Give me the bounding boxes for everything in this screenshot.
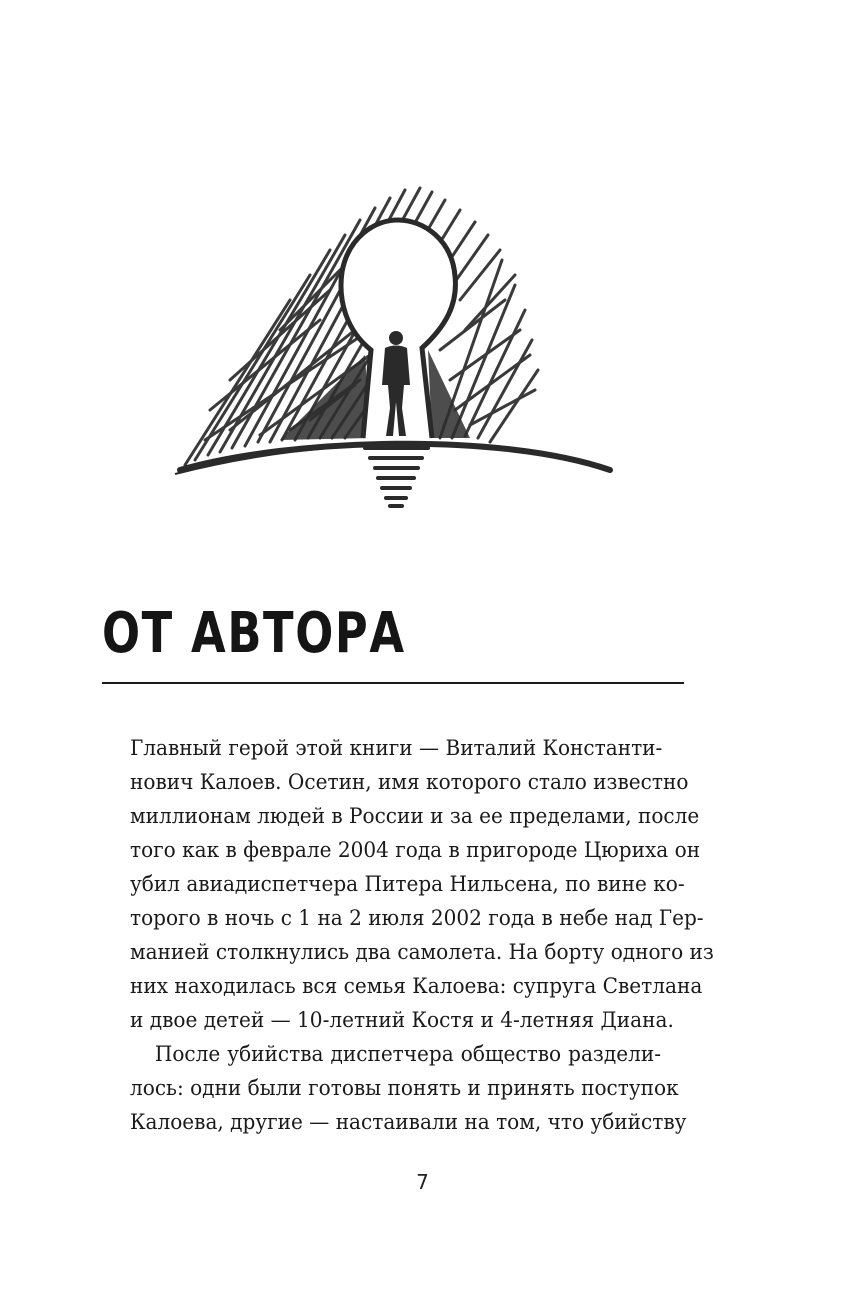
title-divider xyxy=(102,682,684,684)
text-line: После убийства диспетчера общество раздели- xyxy=(154,1042,661,1066)
text-line: того как в феврале 2004 года в пригороде Цюриха он xyxy=(130,838,701,862)
text-line: миллионам людей в России и за ее пределами, после xyxy=(130,804,700,828)
text-line: манией столкнулись два самолета. На борту одного из xyxy=(130,940,714,964)
text-line: Калоева, другие — настаивали на том, что убийству xyxy=(130,1110,687,1134)
text-line: нович Калоев. Осетин, имя которого стало известно xyxy=(130,770,689,794)
keyhole-man-illustration xyxy=(170,180,620,520)
text-line: торого в ночь с 1 на 2 июля 2002 года в небе над Гер- xyxy=(130,906,704,930)
text-line: убил авиадиспетчера Питера Нильсена, по вине ко- xyxy=(130,872,685,896)
reflection-lines xyxy=(365,448,428,506)
text-line: лось: одни были готовы понять и принять поступок xyxy=(130,1076,679,1100)
text-line: Главный герой этой книги — Виталий Константи- xyxy=(130,736,663,760)
body-text xyxy=(130,731,714,1139)
man-silhouette xyxy=(382,331,410,436)
text-line: и двое детей — 10-летний Костя и 4-летняя Диана. xyxy=(130,1008,674,1032)
dense-shadow xyxy=(280,350,470,440)
text-line: них находилась вся семья Калоева: супруга Светлана xyxy=(130,974,703,998)
page-number: 7 xyxy=(416,1170,429,1194)
chapter-title: ОТ АВТОРА xyxy=(102,601,406,666)
